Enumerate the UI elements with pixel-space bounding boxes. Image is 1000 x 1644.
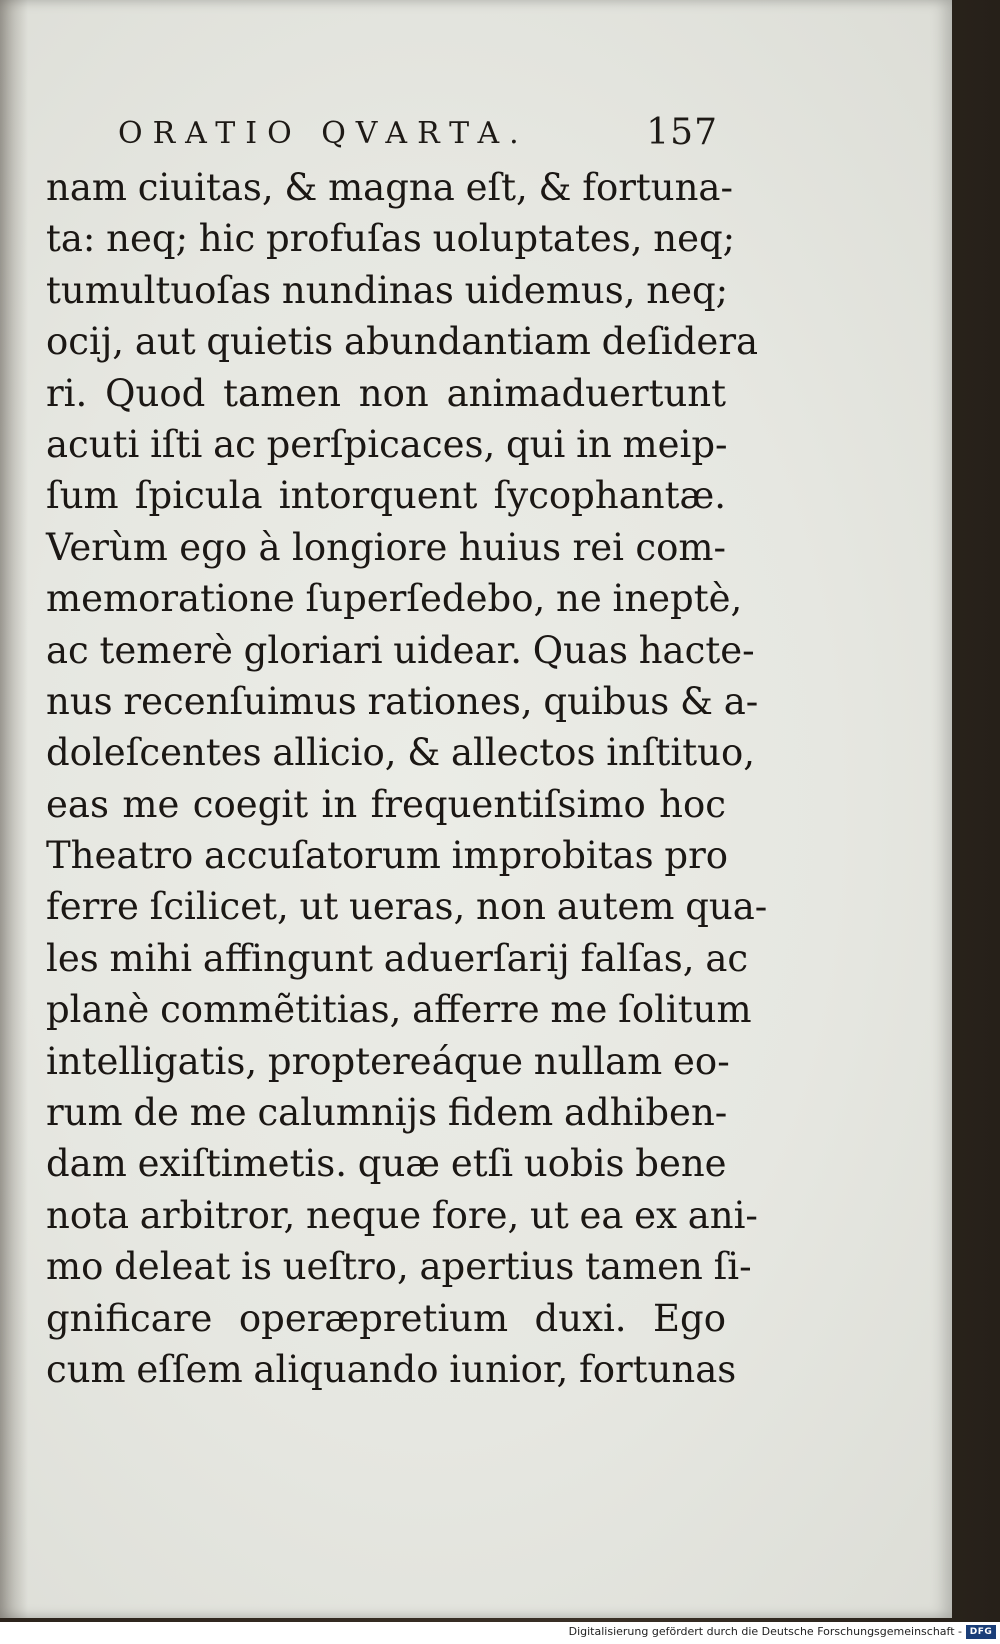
page-number: 157 <box>646 112 718 153</box>
text-line: les mihi affingunt aduerſarij falſas, ac <box>46 936 749 980</box>
text-line: rum de me calumnijs fidem adhiben- <box>46 1091 728 1135</box>
text-line: doleſcentes allicio, & allectos inſtituo, <box>46 731 755 775</box>
text-line: cum eſſem aliquando iunior, fortunas <box>46 1347 737 1391</box>
text-line: ri. Quod tamen non animaduertunt <box>46 371 726 415</box>
text-line: ferre ſcilicet, ut ueras, non autem qua- <box>46 885 768 929</box>
digitization-footer <box>0 1622 1000 1644</box>
text-line: acuti iſti ac perſpicaces, qui in meip- <box>46 422 728 466</box>
text-line: gnificare operæpretium duxi. Ego <box>46 1296 726 1340</box>
text-line: nota arbitror, neque fore, ut ea ex ani- <box>46 1193 758 1237</box>
text-line: eas me coegit in frequentiſsimo hoc <box>46 782 726 826</box>
text-line: dam exiſtimetis. quæ etſi uobis bene <box>46 1142 727 1186</box>
text-line: planè commẽtitias, afferre me ſolitum <box>46 988 752 1032</box>
running-head <box>118 112 718 162</box>
dfg-logo: DFG <box>966 1625 996 1639</box>
text-line: nus recenſuimus rationes, quibus & a- <box>46 679 759 723</box>
body-text <box>46 162 768 1395</box>
text-line: ocij, aut quietis abundantiam deſidera <box>46 320 759 364</box>
text-line: ac temerè gloriari uidear. Quas hacte- <box>46 628 755 672</box>
text-line: ta: neq; hic profuſas uoluptates, neq; <box>46 217 736 261</box>
funding-credit: Digitalisierung gefördert durch die Deutsche Forschungsgemeinschaft - <box>568 1625 962 1638</box>
text-line: memoratione ſuperſedebo, ne ineptè, <box>46 577 743 621</box>
text-line: ſum ſpicula intorquent ſycophantæ. <box>46 474 726 518</box>
text-line: mo deleat is ueſtro, apertius tamen ſi- <box>46 1245 752 1289</box>
text-line: Theatro accuſatorum improbitas pro <box>46 834 729 878</box>
gutter-shadow <box>0 0 28 1618</box>
text-line: tumultuoſas nundinas uidemus, neq; <box>46 268 729 312</box>
text-line: intelligatis, proptereáque nullam eo- <box>46 1039 730 1083</box>
text-line: nam ciuitas, & magna eſt, & fortuna- <box>46 166 733 209</box>
running-head-title: ORATIO QVARTA. <box>118 116 529 151</box>
text-line: Verùm ego à longiore huius rei com- <box>46 525 726 569</box>
